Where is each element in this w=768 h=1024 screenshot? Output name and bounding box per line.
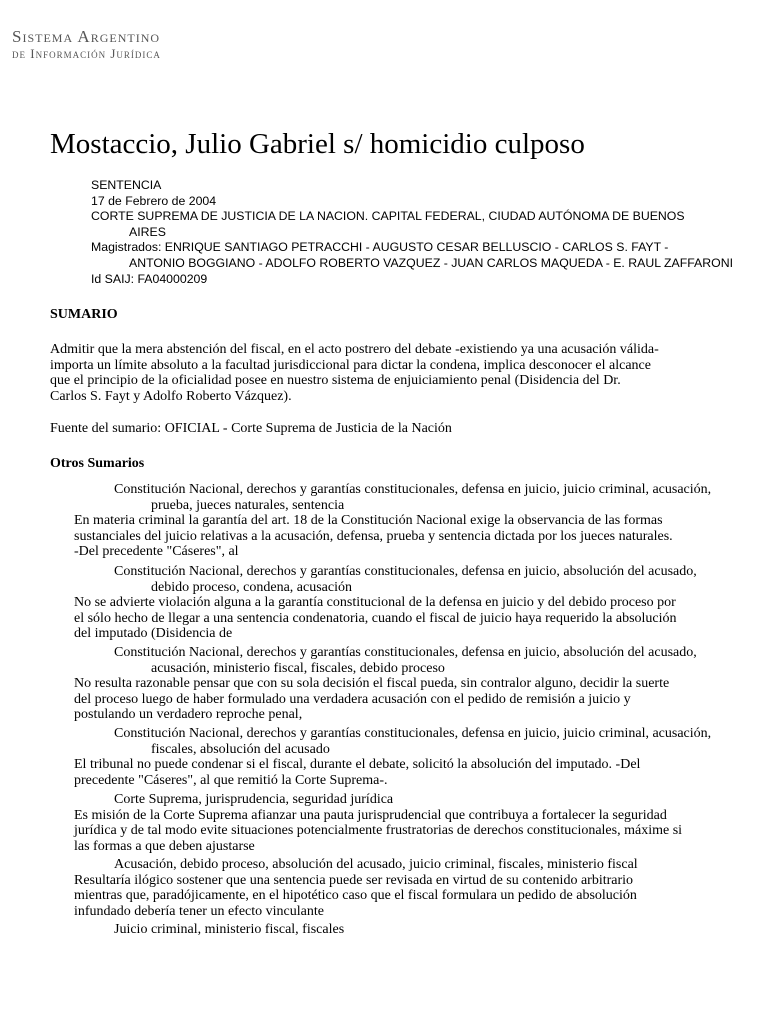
document-metadata xyxy=(91,178,768,287)
logo-line-2: de Información Jurídica xyxy=(12,46,161,61)
otros-sumario-item xyxy=(74,726,764,788)
topic-link[interactable]: Constitución Nacional, derechos y garantías constitucionales, defensa en juicio, absolución del acusado, xyxy=(114,564,697,579)
otros-sumario-item xyxy=(74,482,764,560)
topic-link[interactable]: Constitución Nacional, derechos y garantías constitucionales, defensa en juicio, juicio criminal, acusación, xyxy=(114,482,712,497)
court-name-cont: AIRES xyxy=(129,224,166,239)
topic-link[interactable]: Juicio criminal, ministerio fiscal, fiscales xyxy=(114,922,345,937)
summary-line: El tribunal no puede condenar si el fiscal, durante el debate, solicitó la absolución del imputado. -Del xyxy=(74,757,641,773)
document-title: Mostaccio, Julio Gabriel s/ homicidio culposo xyxy=(50,128,585,160)
summary-line: -Del precedente "Cáseres", al xyxy=(74,544,239,560)
source-text: Fuente del sumario: OFICIAL - Corte Suprema de Justicia de la Nación xyxy=(50,421,452,436)
logo-line-1: Sistema Argentino xyxy=(12,27,161,46)
topic-link[interactable]: Acusación, debido proceso, absolución del acusado, juicio criminal, fiscales, ministerio fiscal xyxy=(114,857,638,872)
summary-line: del imputado (Disidencia de xyxy=(74,626,233,642)
otros-sumario-item xyxy=(74,922,764,938)
sumario-line: Carlos S. Fayt y Adolfo Roberto Vázquez). xyxy=(50,388,292,404)
otros-sumario-item xyxy=(74,857,764,919)
sumario-line: Admitir que la mera abstención del fiscal, en el acto postrero del debate -existiendo ya una acusación válida- xyxy=(50,342,659,357)
summary-line: precedente "Cáseres", al que remitió la Corte Suprema-. xyxy=(74,772,388,788)
saij-id: Id SAIJ: FA04000209 xyxy=(91,271,208,286)
summary-line: Es misión de la Corte Suprema afianzar una pauta jurisprudencial que contribuya a fortalecer la seguridad xyxy=(74,807,667,823)
sumario-line: importa un límite absoluto a la facultad jurisdiccional para dictar la condena, implica desconocer el alcance xyxy=(50,357,651,373)
sumario-line: que el principio de la oficialidad posee en nuestro sistema de enjuiciamiento penal (Disidencia del Dr. xyxy=(50,373,621,389)
summary-line: No resulta razonable pensar que con su sola decisión el fiscal pueda, sin contralor alguno, decidir la suerte xyxy=(74,676,670,692)
topic-link[interactable]: Constitución Nacional, derechos y garantías constitucionales, defensa en juicio, absolución del acusado, xyxy=(114,645,697,660)
otros-sumario-item xyxy=(74,564,764,642)
topic-link[interactable]: Constitución Nacional, derechos y garantías constitucionales, defensa en juicio, juicio criminal, acusación, xyxy=(114,726,712,741)
sumario-text xyxy=(50,342,750,404)
summary-line: sustanciales del juicio relativas a la acusación, defensa, prueba y sentencia dictada por los jueces naturales. xyxy=(74,528,673,544)
otros-sumario-item xyxy=(74,792,764,854)
summary-line: del proceso luego de haber formulado una verdadera acusación con el pedido de remisión a juicio y xyxy=(74,691,631,707)
court-name: CORTE SUPREMA DE JUSTICIA DE LA NACION. CAPITAL FEDERAL, CIUDAD AUTÓNOMA DE BUENOS xyxy=(91,209,685,224)
saij-logo xyxy=(12,28,161,62)
topic-link-cont[interactable]: debido proceso, condena, acusación xyxy=(151,579,352,595)
otros-sumarios-heading: Otros Sumarios xyxy=(50,456,145,471)
topic-link-cont[interactable]: fiscales, absolución del acusado xyxy=(151,741,330,757)
topic-link-cont[interactable]: prueba, jueces naturales, sentencia xyxy=(151,497,345,513)
summary-line: No se advierte violación alguna a la garantía constitucional de la defensa en juicio y del debido proceso por xyxy=(74,595,676,611)
summary-line: postulando un verdadero reproche penal, xyxy=(74,707,303,723)
document-date: 17 de Febrero de 2004 xyxy=(91,193,217,208)
summary-line: mientras que, paradójicamente, en el hipotético caso que el fiscal formulara un pedido de absolución xyxy=(74,888,637,904)
document-type: SENTENCIA xyxy=(91,178,162,192)
topic-link[interactable]: Corte Suprema, jurisprudencia, seguridad jurídica xyxy=(114,792,394,807)
summary-line: jurídica y de tal modo evite situaciones potencialmente frustratorias de derechos constitucionales, máxime si xyxy=(74,823,683,839)
summary-line: infundado debería tener un efecto vinculante xyxy=(74,903,324,919)
summary-line: En materia criminal la garantía del art. 18 de la Constitución Nacional exige la observancia de las formas xyxy=(74,513,663,529)
topic-link-cont[interactable]: acusación, ministerio fiscal, fiscales, debido proceso xyxy=(151,660,445,676)
judges-cont: ANTONIO BOGGIANO - ADOLFO ROBERTO VAZQUEZ - JUAN CARLOS MAQUEDA - E. RAUL ZAFFARONI xyxy=(129,255,734,270)
otros-sumario-item xyxy=(74,645,764,723)
sumario-heading: SUMARIO xyxy=(50,307,118,322)
judges: Magistrados: ENRIQUE SANTIAGO PETRACCHI - AUGUSTO CESAR BELLUSCIO - CARLOS S. FAYT - xyxy=(91,240,669,255)
sumario-source xyxy=(50,421,750,437)
summary-line: las formas a que deben ajustarse xyxy=(74,838,255,854)
summary-line: Resultaría ilógico sostener que una sentencia puede ser revisada en virtud de su contenido arbitrario xyxy=(74,872,634,888)
summary-line: el sólo hecho de llegar a una sentencia condenatoria, cuando el fiscal de juicio haya requerido la absolución xyxy=(74,610,677,626)
